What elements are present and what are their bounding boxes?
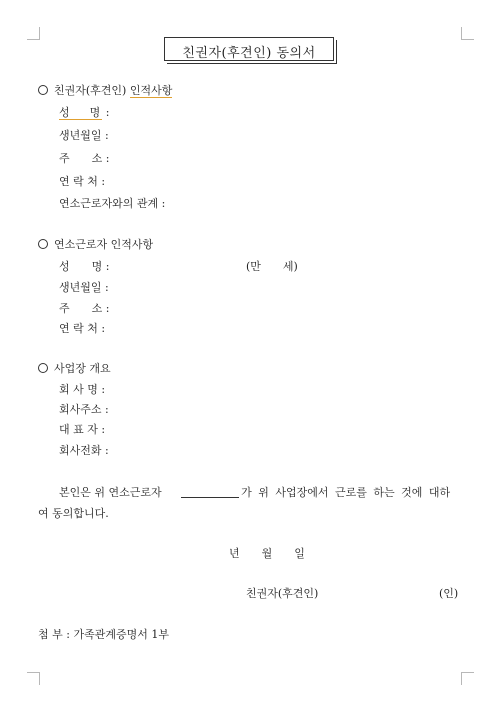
circle-bullet-icon	[38, 85, 48, 95]
minor-address-label	[59, 302, 110, 316]
crop-mark-top-left	[27, 27, 40, 40]
document-title-box	[164, 37, 334, 61]
guardian-name-char-2: 명	[89, 106, 101, 119]
date-year: 년	[229, 547, 240, 560]
guardian-addr-char-2: 소	[91, 152, 103, 165]
crop-mark-top-right	[461, 27, 474, 40]
colon: :	[105, 152, 110, 165]
workplace-section-heading	[38, 362, 111, 376]
minor-name-char-2: 명	[91, 260, 103, 273]
guardian-relation-label: 연소근로자와의 관계 :	[59, 197, 166, 210]
attachment-line	[38, 628, 169, 642]
circle-bullet-icon	[38, 363, 48, 373]
colon: :	[105, 302, 110, 315]
workplace-heading-text: 사업장 개요	[54, 362, 111, 375]
minor-name-char-1: 성	[59, 260, 70, 273]
date-month: 월	[261, 547, 273, 560]
minor-age-field	[246, 260, 298, 274]
date-day: 일	[294, 547, 305, 560]
minor-section-heading	[38, 238, 153, 252]
guardian-name-char-1: 성	[59, 106, 70, 119]
consent-line-1-end: 가 위 사업장에서 근로를 하는 것에 대하	[241, 486, 451, 499]
consent-line-1	[59, 486, 450, 500]
signature-label: 친권자(후견인)	[246, 587, 319, 600]
circle-bullet-icon	[38, 239, 48, 249]
attachment-text: 가족관계증명서 1부	[73, 628, 169, 641]
seal-mark: (인)	[439, 587, 459, 600]
guardian-addr-char-1: 주	[59, 152, 70, 165]
colon: :	[105, 106, 110, 119]
company-phone-label: 회사전화 :	[59, 444, 109, 457]
guardian-heading-prefix: 친권자(후견인)	[54, 84, 127, 97]
company-address-label: 회사주소 :	[59, 403, 109, 416]
consent-line-2: 여 동의합니다.	[38, 507, 109, 520]
minor-contact-label: 연 락 처 :	[59, 322, 106, 335]
guardian-address-label	[59, 152, 110, 166]
minor-addr-char-1: 주	[59, 302, 70, 315]
consent-line-1-start: 본인은 위 연소근로자	[59, 486, 162, 499]
crop-mark-bottom-right	[461, 672, 474, 685]
company-name-label: 회 사 명 :	[59, 383, 106, 396]
minor-name-label	[59, 260, 110, 274]
age-open: (만	[246, 260, 261, 273]
guardian-name-label	[59, 106, 110, 120]
guardian-contact-label: 연 락 처 :	[59, 175, 106, 188]
document-title: 친권자(후견인) 동의서	[182, 46, 316, 61]
guardian-birth-label: 생년월일 :	[59, 129, 109, 142]
crop-mark-bottom-left	[27, 672, 40, 685]
attachment-label: 첨 부 :	[38, 628, 70, 641]
guardian-heading-suffix: 인적사항	[129, 84, 173, 97]
representative-label: 대 표 자 :	[59, 423, 106, 436]
date-line	[229, 547, 305, 561]
age-close: 세)	[282, 260, 298, 273]
minor-heading-text: 연소근로자 인적사항	[54, 238, 154, 251]
colon: :	[105, 260, 110, 273]
guardian-section-heading	[38, 84, 172, 98]
minor-birth-label: 생년월일 :	[59, 281, 109, 294]
minor-name-blank[interactable]	[181, 486, 239, 498]
minor-addr-char-2: 소	[91, 302, 103, 315]
